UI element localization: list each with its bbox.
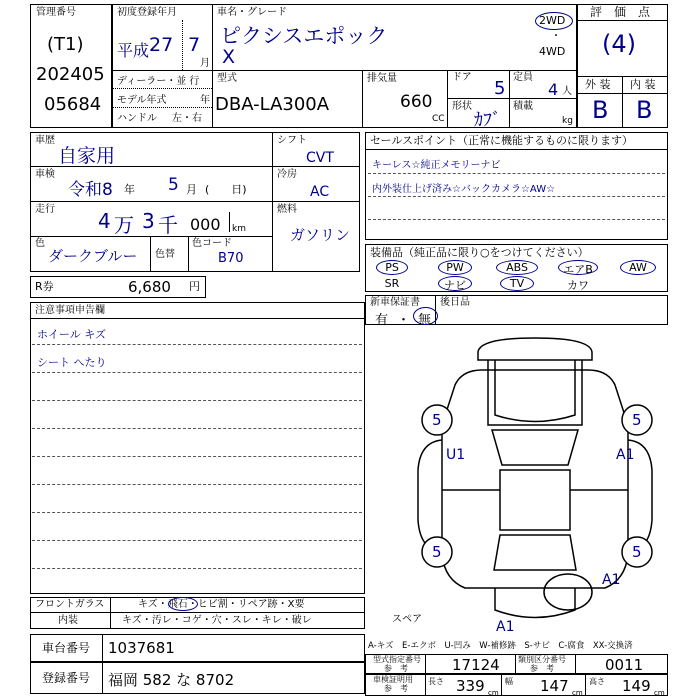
ac-label: 冷房 <box>277 169 297 180</box>
load-unit: kg <box>562 116 573 126</box>
model-year-label: モデル年式 <box>117 95 167 106</box>
mgmt-label: 管理番号 <box>36 7 76 18</box>
equip-abs-circle <box>496 260 538 275</box>
notes-label: 注意事項申告欄 <box>35 305 105 316</box>
warranty-no-circle <box>413 307 438 325</box>
color-label: 色 <box>35 238 45 249</box>
shift-value: CVT <box>306 150 334 166</box>
doors-label: ドア <box>452 72 472 83</box>
damage-rear: A1 <box>496 619 515 635</box>
dims-cert-label: 車検証明用 <box>373 675 413 684</box>
dealer-label: ディーラー・並 行 <box>117 76 200 87</box>
reg-month: 7 <box>188 34 201 56</box>
warranty-label: 新車保証書 <box>370 297 420 308</box>
tire-rr-mark: 5 <box>632 543 642 561</box>
damage-right: A1 <box>616 447 635 463</box>
cap-value: 4 <box>548 80 559 99</box>
drive-dot: ・ <box>551 31 561 42</box>
dims-hgt-unit: cm <box>654 689 665 697</box>
glass-chip-circle <box>168 597 198 611</box>
spec-class-label: 類別区分番号 <box>518 655 566 664</box>
score-ext: B <box>592 96 609 124</box>
dims-wid-label: 幅 <box>505 677 513 686</box>
warranty-yes: 有 <box>375 313 389 328</box>
mgmt-line2: 05684 <box>44 94 102 115</box>
reg-era: 平成 <box>117 41 150 60</box>
glass-text: キズ・飛石・ヒビ割・リペア跡・X要 <box>138 599 305 610</box>
equip-ps-circle <box>376 260 408 275</box>
ac-value: AC <box>310 184 330 200</box>
mgmt-code: (T1) <box>47 34 84 55</box>
chassis-value: 1037681 <box>108 639 175 657</box>
notes-line2: シート へたり <box>37 356 107 369</box>
mileage-label: 走行 <box>35 204 55 215</box>
handle-label: ハンドル <box>117 113 157 124</box>
drive-2wd: 2WD <box>539 14 566 27</box>
type-value: DBA-LA300A <box>215 94 330 115</box>
fuel-label: 燃料 <box>277 204 297 215</box>
car-diagram <box>400 330 665 630</box>
recycle-unit: 円 <box>189 280 200 293</box>
dims-len-unit: cm <box>488 689 499 697</box>
damage-left: U1 <box>446 447 466 463</box>
equip-aw-circle <box>620 260 656 275</box>
doors-value: 5 <box>494 78 506 99</box>
score-int-label: 内 装 <box>630 78 656 91</box>
interior-text: キズ・汚レ・コゲ・穴・スレ・キレ・破レ <box>122 615 312 626</box>
mileage-u1: 万 <box>114 213 134 237</box>
dims-ref: 参 考 <box>384 684 408 693</box>
equip-tv-circle <box>500 276 534 291</box>
interior-label: 内装 <box>58 615 78 626</box>
equip-leather: カワ <box>567 279 589 292</box>
sales-label: セールスポイント（正常に機能するものに限ります） <box>370 134 634 147</box>
model-year-unit: 年 <box>200 95 210 106</box>
dims-wid-unit: cm <box>572 689 583 697</box>
glass-label: フロントガラス <box>35 599 105 610</box>
handle-opts: 左・右 <box>172 113 202 124</box>
mgmt-line1: 202405 <box>36 64 105 85</box>
reg-year: 27 <box>149 34 174 56</box>
tire-fr-mark: 5 <box>632 411 642 429</box>
cap-unit: 人 <box>562 86 572 97</box>
recycle-label: R券 <box>35 280 54 293</box>
notes-line1: ホイール キズ <box>37 328 107 341</box>
disp-label: 排気量 <box>367 73 397 84</box>
disp-unit: CC <box>432 114 445 124</box>
color-change-label: 色替 <box>155 249 175 260</box>
spare-label: スペア <box>392 614 422 625</box>
shape-value: ｶﾌﾞ <box>474 110 501 131</box>
spec-type-label: 型式指定番号 <box>373 655 421 664</box>
equip-navi-circle <box>438 276 472 291</box>
name-grade: X <box>222 46 236 68</box>
dims-wid: 147 <box>540 677 569 695</box>
warranty-dot: ・ <box>397 313 411 328</box>
dims-hgt: 149 <box>622 677 651 695</box>
equip-pw: PW <box>446 261 464 274</box>
shaken-label: 車検 <box>35 169 55 180</box>
shape-label: 形状 <box>452 101 472 112</box>
tire-rl-mark: 5 <box>432 543 442 561</box>
color-code: B70 <box>218 251 244 266</box>
shaken-day-unit: ( 日) <box>205 183 247 196</box>
dims-hgt-label: 高さ <box>589 677 605 686</box>
score-value: (4) <box>602 30 636 58</box>
color-value: ダークブルー <box>48 247 138 265</box>
shaken-month-unit: 月 <box>186 183 197 196</box>
color-code-label: 色コード <box>192 238 232 249</box>
sales-line2: 内外装仕上げ済み☆バックカメラ☆AW☆ <box>372 184 556 195</box>
load-label: 積載 <box>513 101 533 112</box>
type-label: 型式 <box>217 73 237 84</box>
reg-label: 初度登録年月 <box>117 7 177 18</box>
tire-fl-mark: 5 <box>432 411 442 429</box>
sales-line1: キーレス☆純正メモリーナビ <box>372 160 501 171</box>
equip-navi: ナビ <box>444 279 466 292</box>
plate-value: 福岡 582 な 8702 <box>108 671 235 689</box>
mileage-v1: 4 <box>98 209 111 233</box>
plate-label: 登録番号 <box>42 671 91 685</box>
mileage-u2: 千 <box>158 213 178 237</box>
equip-abs: ABS <box>506 261 528 274</box>
damage-legend: A-キズ E-エクボ U-凹み W-補修跡 S-サビ C-腐食 XX-交換済 <box>368 641 633 651</box>
disp-value: 660 <box>400 92 433 112</box>
spec-class-ref: 参 考 <box>530 664 554 673</box>
spec-type-no: 17124 <box>452 656 500 674</box>
history-value: 自家用 <box>58 145 116 167</box>
history-label: 車歴 <box>35 135 55 146</box>
mileage-unit: km <box>232 224 246 234</box>
equip-pw-circle <box>438 260 472 275</box>
chassis-label: 車台番号 <box>42 641 91 655</box>
mileage-v2: 3 <box>142 209 155 233</box>
shaken-year-unit: 年 <box>124 183 135 196</box>
recycle-value: 6,680 <box>128 278 171 296</box>
ref-label: 後日品 <box>440 297 470 308</box>
damage-rear-right: A1 <box>602 572 621 588</box>
shaken-era: 令和8 <box>68 180 113 200</box>
spec-type-ref: 参 考 <box>384 664 408 673</box>
equip-ps: PS <box>385 261 399 274</box>
name-label: 車名・グレード <box>217 7 287 18</box>
equip-sr: SR <box>384 277 400 290</box>
reg-month-unit: 月 <box>200 58 210 69</box>
shaken-month: 5 <box>168 175 179 195</box>
cap-label: 定員 <box>513 72 533 83</box>
mileage-v3: 000 <box>190 215 221 234</box>
notes-box <box>30 302 365 594</box>
score-ext-label: 外 装 <box>585 78 611 91</box>
fuel-value: ガソリン <box>290 226 351 244</box>
equip-aw: AW <box>629 261 647 274</box>
score-label: 評 価 点 <box>590 5 651 19</box>
equip-airbag: エアB <box>563 263 593 276</box>
drive-4wd: 4WD <box>539 45 566 58</box>
score-int: B <box>636 96 653 124</box>
shift-label: シフト <box>277 135 307 146</box>
dims-len: 339 <box>456 677 485 695</box>
equip-airbag-circle <box>558 260 598 275</box>
dims-len-label: 長さ <box>428 677 444 686</box>
name-model: ピクシスエポック <box>220 24 388 48</box>
equip-tv: TV <box>509 277 525 290</box>
equip-label: 装備品（純正品に限り○をつけてください） <box>370 246 589 259</box>
recycle-box <box>30 276 206 298</box>
warranty-no: 無 <box>418 313 432 328</box>
spec-class-no: 0011 <box>605 656 644 674</box>
